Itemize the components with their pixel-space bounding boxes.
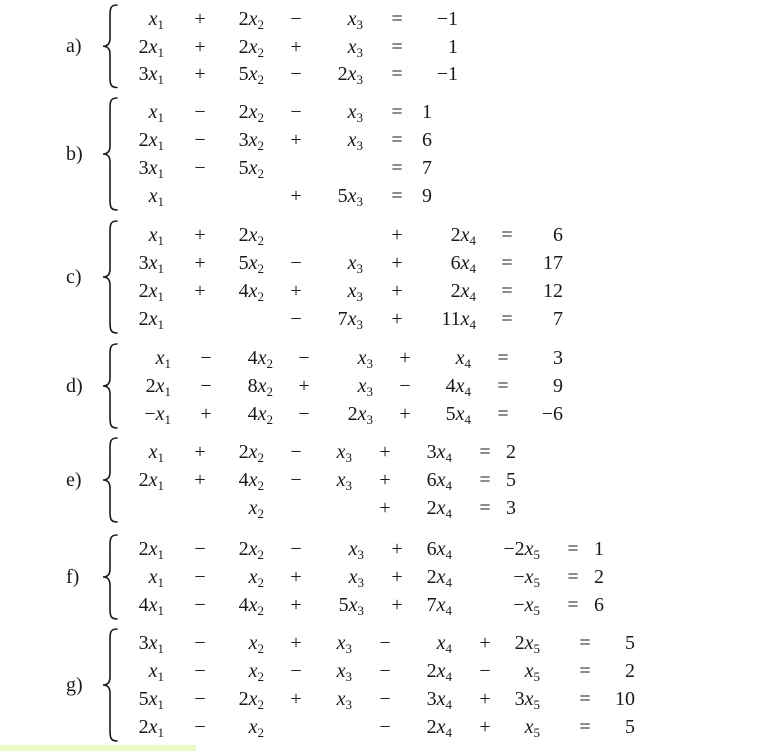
equation-term: $x_3$ xyxy=(336,441,352,465)
equation-operator: = xyxy=(501,224,513,246)
equation-operator: − xyxy=(194,660,206,682)
equation-operator: + xyxy=(290,280,302,302)
equation-term: 17 xyxy=(543,252,563,274)
equation-operator: + xyxy=(479,632,491,654)
equation-operator: − xyxy=(290,441,302,463)
equation-operator: = xyxy=(479,497,491,519)
equation-operator: − xyxy=(200,375,212,397)
equation-term: $2x_4$ xyxy=(426,566,452,590)
equation-term: $x_3$ xyxy=(347,129,363,153)
system-label: d) xyxy=(66,375,83,397)
equation-term: $5x_3$ xyxy=(338,594,364,618)
equation-operator: − xyxy=(194,594,206,616)
equation-term: $4x_1$ xyxy=(138,594,164,618)
equation-term: $2x_2$ xyxy=(238,688,264,712)
system-label: e) xyxy=(66,469,82,491)
equation-term: 5 xyxy=(625,716,635,738)
equation-term: $x_1$ xyxy=(155,347,171,371)
equation-system xyxy=(0,438,773,522)
equation-operator: + xyxy=(194,441,206,463)
equation-term: $-x_5$ xyxy=(513,594,540,618)
equation-operator: = xyxy=(579,660,591,682)
equation-operator: = xyxy=(497,347,509,369)
equation-term: 2 xyxy=(594,566,604,588)
equation-term: 10 xyxy=(615,688,635,710)
equation-term: $x_1$ xyxy=(148,101,164,125)
equation-term: $11x_4$ xyxy=(441,308,476,332)
equation-term: $x_3$ xyxy=(347,252,363,276)
equation-term: −1 xyxy=(436,8,458,30)
equation-system xyxy=(0,344,773,428)
equation-term: $2x_4$ xyxy=(450,224,476,248)
equation-operator: + xyxy=(391,566,403,588)
equation-term: $8x_2$ xyxy=(247,375,273,399)
equation-term: $5x_4$ xyxy=(445,403,471,427)
equation-term: 1 xyxy=(422,101,432,123)
equation-term: 7 xyxy=(422,157,432,179)
equation-operator: + xyxy=(379,469,391,491)
equation-term: $2x_2$ xyxy=(238,101,264,125)
equation-term: $3x_1$ xyxy=(138,63,164,87)
equation-system xyxy=(0,98,773,210)
equation-term: $2x_2$ xyxy=(238,538,264,562)
equation-operator: = xyxy=(391,185,403,207)
equation-term: $x_4$ xyxy=(436,632,452,656)
equation-operator: − xyxy=(290,308,302,330)
equation-term: $2x_1$ xyxy=(138,308,164,332)
equation-term: $x_3$ xyxy=(348,538,364,562)
equation-system xyxy=(0,629,773,741)
equation-system xyxy=(0,5,773,88)
equation-term: 9 xyxy=(553,375,563,397)
equation-operator: − xyxy=(379,688,391,710)
equation-term: 2 xyxy=(625,660,635,682)
equation-operator: + xyxy=(290,594,302,616)
equation-term: $2x_2$ xyxy=(238,35,264,60)
equation-term: $2x_1$ xyxy=(138,469,164,493)
equation-term: 3 xyxy=(553,347,563,369)
equation-term: $x_3$ xyxy=(357,375,373,399)
equation-term: 9 xyxy=(422,185,432,207)
equation-operator: − xyxy=(194,538,206,560)
equation-term: $4x_2$ xyxy=(238,469,264,493)
equation-term: $x_2$ xyxy=(248,660,264,684)
equation-operator: + xyxy=(290,688,302,710)
equation-operator: = xyxy=(391,101,403,123)
equation-operator: + xyxy=(194,63,206,85)
equation-operator: = xyxy=(391,63,403,85)
left-brace xyxy=(102,436,120,528)
equation-term: $2x_4$ xyxy=(426,716,452,740)
equation-term: $6x_4$ xyxy=(426,469,452,493)
equation-operator: − xyxy=(290,63,302,85)
equation-term: $x_2$ xyxy=(248,632,264,656)
equation-system xyxy=(0,221,773,333)
equation-term: $-2x_5$ xyxy=(503,538,540,562)
equation-term: −1 xyxy=(436,63,458,85)
equation-term: $4x_2$ xyxy=(238,280,264,304)
equation-term: $3x_4$ xyxy=(426,441,452,465)
equation-operator: − xyxy=(379,716,391,738)
equation-operator: + xyxy=(290,632,302,654)
equation-term: $3x_1$ xyxy=(138,157,164,181)
equation-operator: = xyxy=(501,252,513,274)
equation-term: 6 xyxy=(553,224,563,246)
equation-operator: + xyxy=(290,566,302,588)
equation-term: $2x_1$ xyxy=(138,280,164,304)
equation-term: 6 xyxy=(594,594,604,616)
equation-operator: + xyxy=(194,469,206,491)
system-label: c) xyxy=(66,266,82,288)
equation-operator: = xyxy=(479,441,491,463)
equation-term: $3x_1$ xyxy=(138,632,164,656)
left-brace xyxy=(102,219,120,339)
equation-term: $3x_2$ xyxy=(238,129,264,153)
equation-term: $x_3$ xyxy=(348,566,364,590)
equation-operator: = xyxy=(501,280,513,302)
equation-term: $5x_2$ xyxy=(238,63,264,87)
equation-operator: − xyxy=(298,347,310,369)
equation-term: $2x_3$ xyxy=(337,63,363,87)
equation-term: $5x_1$ xyxy=(138,688,164,712)
equation-term: $5x_3$ xyxy=(337,185,363,209)
equation-term: $x_1$ xyxy=(148,185,164,209)
equation-operator: − xyxy=(194,566,206,588)
left-brace xyxy=(102,342,120,434)
equation-term: 1 xyxy=(594,538,604,560)
equation-operator: = xyxy=(501,308,513,330)
equation-operator: − xyxy=(290,8,302,30)
equation-term: $4x_4$ xyxy=(445,375,471,399)
equation-term: $2x_1$ xyxy=(138,538,164,562)
system-label: a) xyxy=(66,35,82,58)
equation-term: $4x_2$ xyxy=(247,403,273,427)
equation-operator: + xyxy=(391,252,403,274)
equation-operator: − xyxy=(200,347,212,369)
equation-operator: − xyxy=(298,403,310,425)
equation-term: $x_3$ xyxy=(336,632,352,656)
left-brace xyxy=(102,627,120,747)
equation-operator: + xyxy=(200,403,212,425)
equation-term: $4x_2$ xyxy=(247,347,273,371)
equation-operator: = xyxy=(497,375,509,397)
equation-term: $x_2$ xyxy=(248,497,264,521)
equation-operator: = xyxy=(391,35,403,58)
equation-operator: = xyxy=(567,594,579,616)
equation-operator: − xyxy=(290,252,302,274)
equation-operator: + xyxy=(298,375,310,397)
left-brace xyxy=(102,533,120,625)
equation-term: $7x_3$ xyxy=(337,308,363,332)
equation-term: $3x_4$ xyxy=(426,688,452,712)
equation-term: $x_3$ xyxy=(347,35,363,60)
equation-term: $2x_2$ xyxy=(238,224,264,248)
equation-operator: + xyxy=(290,35,302,58)
equation-operator: − xyxy=(379,660,391,682)
equation-term: 7 xyxy=(553,308,563,330)
equation-term: 1 xyxy=(448,35,458,58)
left-brace xyxy=(102,96,120,216)
equation-operator: = xyxy=(567,566,579,588)
equation-term: $x_1$ xyxy=(148,660,164,684)
equation-term: $x_2$ xyxy=(248,566,264,590)
equation-operator: + xyxy=(290,185,302,207)
equation-operator: = xyxy=(579,688,591,710)
equation-operator: + xyxy=(391,280,403,302)
equation-operator: = xyxy=(391,8,403,30)
equation-system xyxy=(0,535,773,619)
equation-term: $x_3$ xyxy=(347,8,363,32)
equation-term: $2x_1$ xyxy=(145,375,171,399)
bottom-highlight-bar xyxy=(0,745,196,751)
equation-term: $x_4$ xyxy=(455,347,471,371)
equation-operator: = xyxy=(391,157,403,179)
equation-term: $6x_4$ xyxy=(426,538,452,562)
equation-operator: − xyxy=(194,157,206,179)
equation-operator: + xyxy=(194,8,206,30)
equation-operator: + xyxy=(290,129,302,151)
equation-operator: − xyxy=(290,660,302,682)
equation-term: $7x_4$ xyxy=(426,594,452,618)
equation-operator: − xyxy=(194,632,206,654)
equation-term: 5 xyxy=(625,632,635,654)
equation-operator: = xyxy=(497,403,509,425)
equation-term: $x_3$ xyxy=(336,660,352,684)
equation-term: $2x_4$ xyxy=(450,280,476,304)
equation-operator: − xyxy=(290,101,302,123)
left-brace xyxy=(102,3,120,94)
equation-term: 6 xyxy=(422,129,432,151)
equation-term: $x_3$ xyxy=(347,101,363,125)
equation-term: $2x_1$ xyxy=(138,35,164,60)
equation-operator: + xyxy=(479,716,491,738)
equation-operator: − xyxy=(194,688,206,710)
equation-term: $5x_2$ xyxy=(238,252,264,276)
equation-term: $3x_5$ xyxy=(514,688,540,712)
equation-term: $2x_2$ xyxy=(238,441,264,465)
equation-term: $x_1$ xyxy=(148,441,164,465)
equation-operator: + xyxy=(379,441,391,463)
equation-term: $x_1$ xyxy=(148,224,164,248)
equation-term: $3x_1$ xyxy=(138,252,164,276)
equation-operator: + xyxy=(399,403,411,425)
equation-operator: − xyxy=(399,375,411,397)
equation-term: $2x_5$ xyxy=(514,632,540,656)
equation-term: $2x_1$ xyxy=(138,129,164,153)
equation-term: $x_3$ xyxy=(336,469,352,493)
system-label: f) xyxy=(66,566,80,588)
equation-operator: + xyxy=(379,497,391,519)
equation-term: $6x_4$ xyxy=(450,252,476,276)
equation-term: $4x_2$ xyxy=(238,594,264,618)
equation-term: 2 xyxy=(506,441,516,463)
equation-operator: + xyxy=(399,347,411,369)
equation-operator: − xyxy=(194,129,206,151)
equation-term: $2x_4$ xyxy=(426,497,452,521)
equation-term: $x_5$ xyxy=(524,660,540,684)
equation-operator: − xyxy=(479,660,491,682)
equation-operator: + xyxy=(194,252,206,274)
equation-term: 3 xyxy=(506,497,516,519)
equation-operator: + xyxy=(391,224,403,246)
equation-operator: = xyxy=(567,538,579,560)
equation-operator: + xyxy=(391,308,403,330)
equation-operator: − xyxy=(194,101,206,123)
equation-term: $2x_4$ xyxy=(426,660,452,684)
equation-term: $x_3$ xyxy=(336,688,352,712)
equation-term: −6 xyxy=(541,403,563,425)
equation-operator: − xyxy=(290,469,302,491)
equation-term: $2x_1$ xyxy=(138,716,164,740)
equation-operator: + xyxy=(194,280,206,302)
equation-term: $x_2$ xyxy=(248,716,264,740)
equation-term: $x_5$ xyxy=(524,716,540,740)
equation-term: $x_3$ xyxy=(347,280,363,304)
equation-term: $x_1$ xyxy=(148,566,164,590)
equation-operator: − xyxy=(290,538,302,560)
equation-operator: = xyxy=(479,469,491,491)
equation-operator: = xyxy=(579,632,591,654)
equation-operator: = xyxy=(579,716,591,738)
equation-operator: + xyxy=(194,224,206,246)
equation-term: $x_1$ xyxy=(148,8,164,32)
equation-term: $-x_1$ xyxy=(144,403,171,427)
equation-term: $x_3$ xyxy=(357,347,373,371)
equation-operator: − xyxy=(194,716,206,738)
equation-operator: + xyxy=(391,594,403,616)
equation-term: $2x_3$ xyxy=(347,403,373,427)
equation-term: $-x_5$ xyxy=(513,566,540,590)
equation-term: 5 xyxy=(506,469,516,491)
equation-operator: + xyxy=(194,35,206,58)
equation-operator: + xyxy=(391,538,403,560)
equation-term: 12 xyxy=(543,280,563,302)
equation-operator: − xyxy=(379,632,391,654)
equation-term: $5x_2$ xyxy=(238,157,264,181)
equation-operator: + xyxy=(479,688,491,710)
system-label: g) xyxy=(66,674,83,696)
equation-operator: = xyxy=(391,129,403,151)
system-label: b) xyxy=(66,143,83,165)
equation-term: $2x_2$ xyxy=(238,8,264,32)
